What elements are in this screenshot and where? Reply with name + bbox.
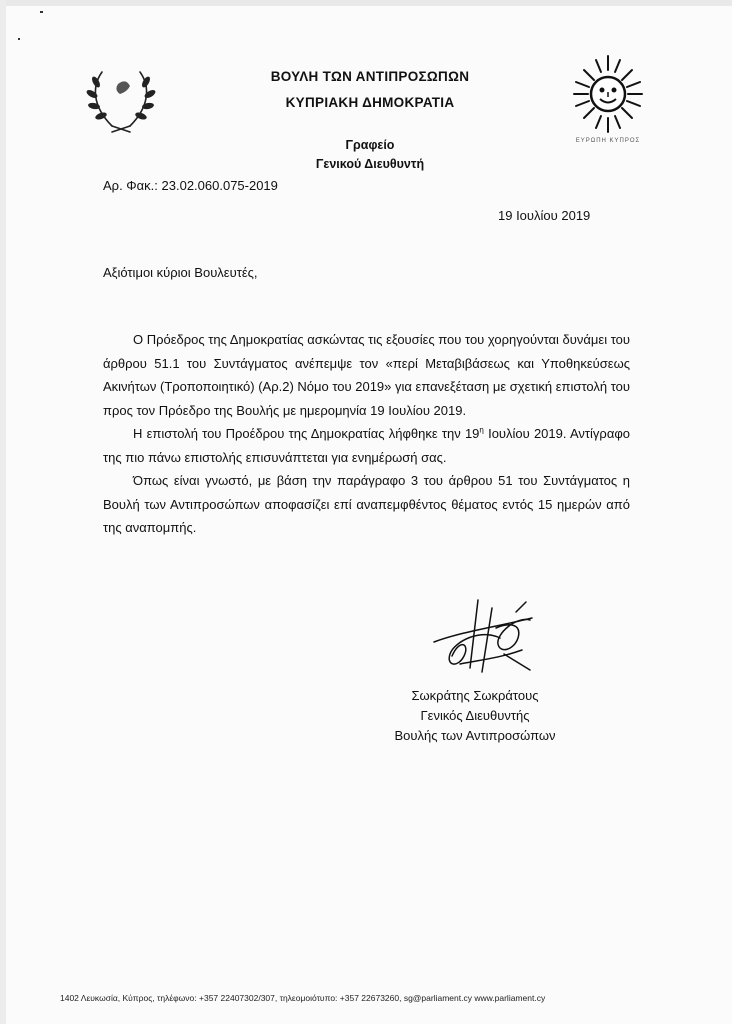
org-country: ΚΥΠΡΙΑΚΗ ΔΗΜΟΚΡΑΤΙΑ [285, 95, 455, 110]
scan-speck [18, 38, 20, 40]
paragraph-text: Ιουλίου 2019. Αντίγραφο της πιο πάνω επιστολής επισυνάπτεται για ενημέρωσή σας. [103, 426, 631, 465]
body-paragraph: Ο Πρόεδρος της Δημοκρατίας ασκώντας τις εξουσίες που του χορηγούνται δυνάμει του άρθρου 51.1 του Συντάγματος ανέπεμψε τον «περί Μεταβιβάσεως και Υποθηκεύσεως Ακινήτων (Τροποποιητικό) (Αρ.2) Νόμο του 2019» για επανεξέταση με σχετική επιστολή του προς τον Πρόεδρο της Βουλής με ημερομηνία 19 Ιουλίου 2019. [103, 332, 631, 418]
coat-of-arms-icon [82, 66, 160, 136]
file-reference: Αρ. Φακ.: 23.02.060.075-2019 [103, 178, 278, 193]
footer-contact: 1402 Λευκωσία, Κύπρος, τηλέφωνο: +357 22407302/307, τηλεομοιότυπο: +357 22673260, sg@parliament.cy www.parliament.cy [60, 993, 546, 1003]
signatory-name: Σωκράτης Σωκράτους [411, 688, 539, 703]
office-name: Γενικού Διευθυντή [315, 157, 425, 171]
letter-body [103, 328, 630, 540]
scan-speck [40, 11, 43, 13]
scan-edge-left [0, 0, 6, 1024]
organization-header [220, 64, 520, 116]
body-paragraph: Όπως είναι γνωστό, με βάση την παράγραφο 3 του άρθρου 51 του Συντάγματος η Βουλή των Αντιπροσώπων αποφασίζει επί αναπεμφθέντος θέματος εντός 15 ημερών από της αναπομπής. [103, 473, 630, 535]
office-header [220, 136, 520, 174]
signatory-block [380, 686, 570, 746]
signatory-title: Γενικός Διευθυντής [420, 708, 530, 723]
paragraph-text: Η επιστολή του Προέδρου της Δημοκρατίας λήφθηκε την 19 [133, 426, 480, 441]
salutation: Αξιότιμοι κύριοι Βουλευτές, [103, 265, 258, 280]
signatory-org: Βουλής των Αντιπροσώπων [394, 728, 556, 743]
handwritten-signature [430, 598, 540, 676]
emblem-caption: ΕΥΡΩΠΗ ΚΥΠΡΟΣ [575, 138, 641, 144]
sun-emblem-icon [572, 52, 644, 152]
office-label: Γραφείο [345, 138, 395, 152]
letter-date: 19 Ιουλίου 2019 [498, 208, 591, 223]
body-paragraph [103, 422, 630, 469]
ordinal-suffix: η [479, 425, 484, 435]
scan-edge-top [0, 0, 732, 6]
org-name: ΒΟΥΛΗ ΤΩΝ ΑΝΤΙΠΡΟΣΩΠΩΝ [270, 69, 470, 84]
